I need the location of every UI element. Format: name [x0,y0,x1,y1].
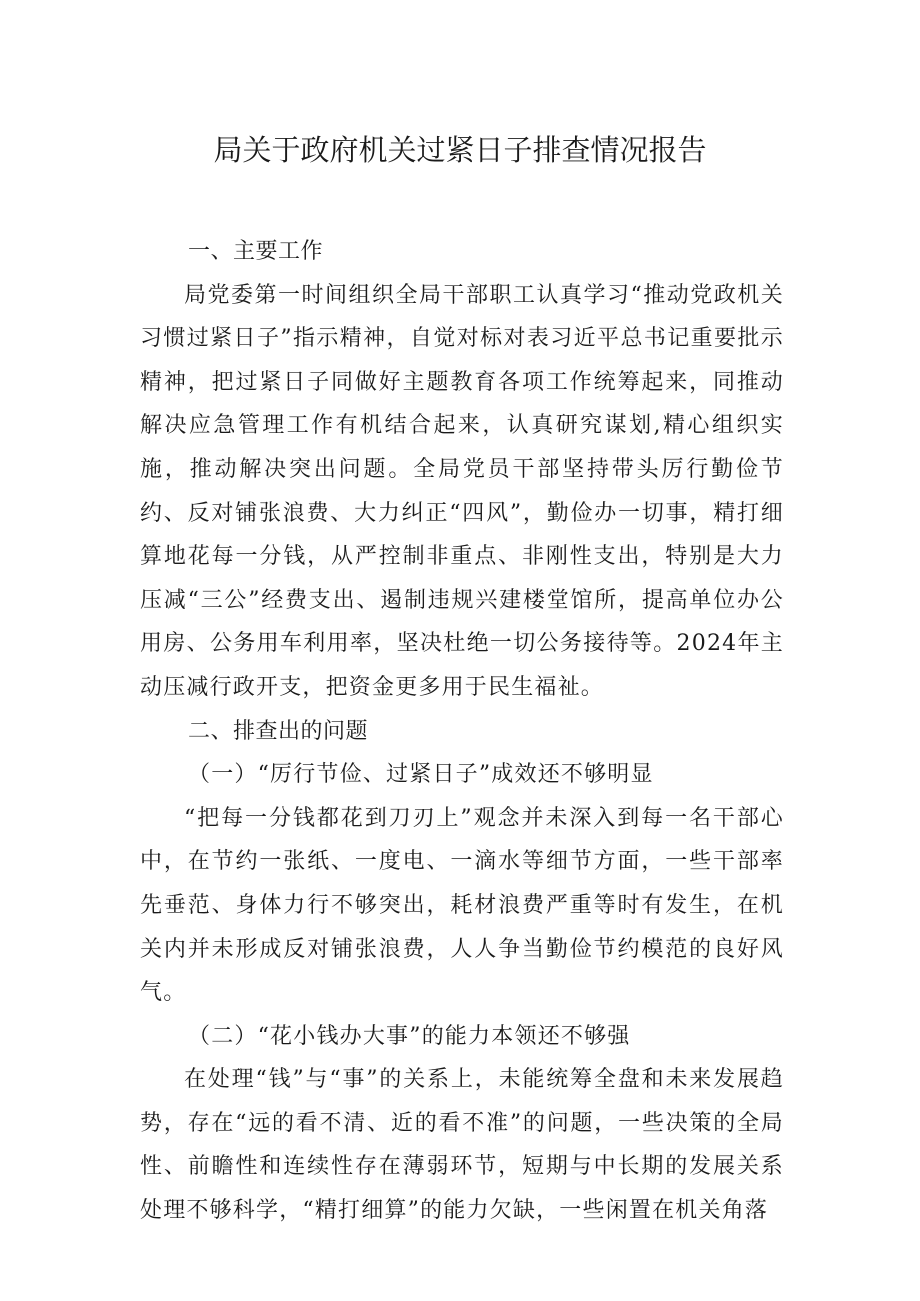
document-body [140,230,784,1233]
document-title: 局关于政府机关过紧日子排查情况报告 [213,133,707,167]
subsection-paragraph-frugality: “把每一分钱都花到刀刃上”观念并未深入到每一名干部心中，在节约一张纸、一度电、一滴水等细节方面，一些干部率先垂范、身体力行不够突出，耗材浪费严重等时有发生，在机关内并未形成反对铺张浪费，人人争当勤俭节约模范的良好风气。 [140,805,784,1006]
section-heading-main-work: 一、主要工作 [188,239,324,264]
subsection-heading-frugality: （一）“厉行节俭、过紧日子”成效还不够明显 [188,762,654,788]
subsection-heading-capability: （二）“花小钱办大事”的能力本领还不够强 [188,1023,631,1049]
section-paragraph-main-work: 局党委第一时间组织全局干部职工认真学习“推动党政机关习惯过紧日子”指示精神，自觉对标对表习近平总书记重要批示精神，把过紧日子同做好主题教育各项工作统筹起来，同推动解决应急管理工作有机结合起来，认真研究谋划,精心组织实施，推动解决突出问题。全局党员干部坚持带头厉行勤俭节约、反对铺张浪费、大力纠正“四风”，勤俭办一切事，精打细算地花每一分钱，从严控制非重点、非刚性支出，特别是大力压减“三公”经费支出、遏制违规兴建楼堂馆所，提高单位办公用房、公务用车利用率，坚决杜绝一切公务接待等。2024年主动压减行政开支，把资金更多用于民生福祉。 [140,282,784,700]
section-heading-problems: 二、排查出的问题 [188,718,369,744]
subsection-paragraph-capability: 在处理“钱”与“事”的关系上，未能统筹全盘和未来发展趋势，存在“远的看不清、近的看不准”的问题，一些决策的全局性、前瞻性和连续性存在薄弱环节，短期与中长期的发展关系处理不够科学，“精打细算”的能力欠缺，一些闲置在机关角落 [140,1067,784,1224]
